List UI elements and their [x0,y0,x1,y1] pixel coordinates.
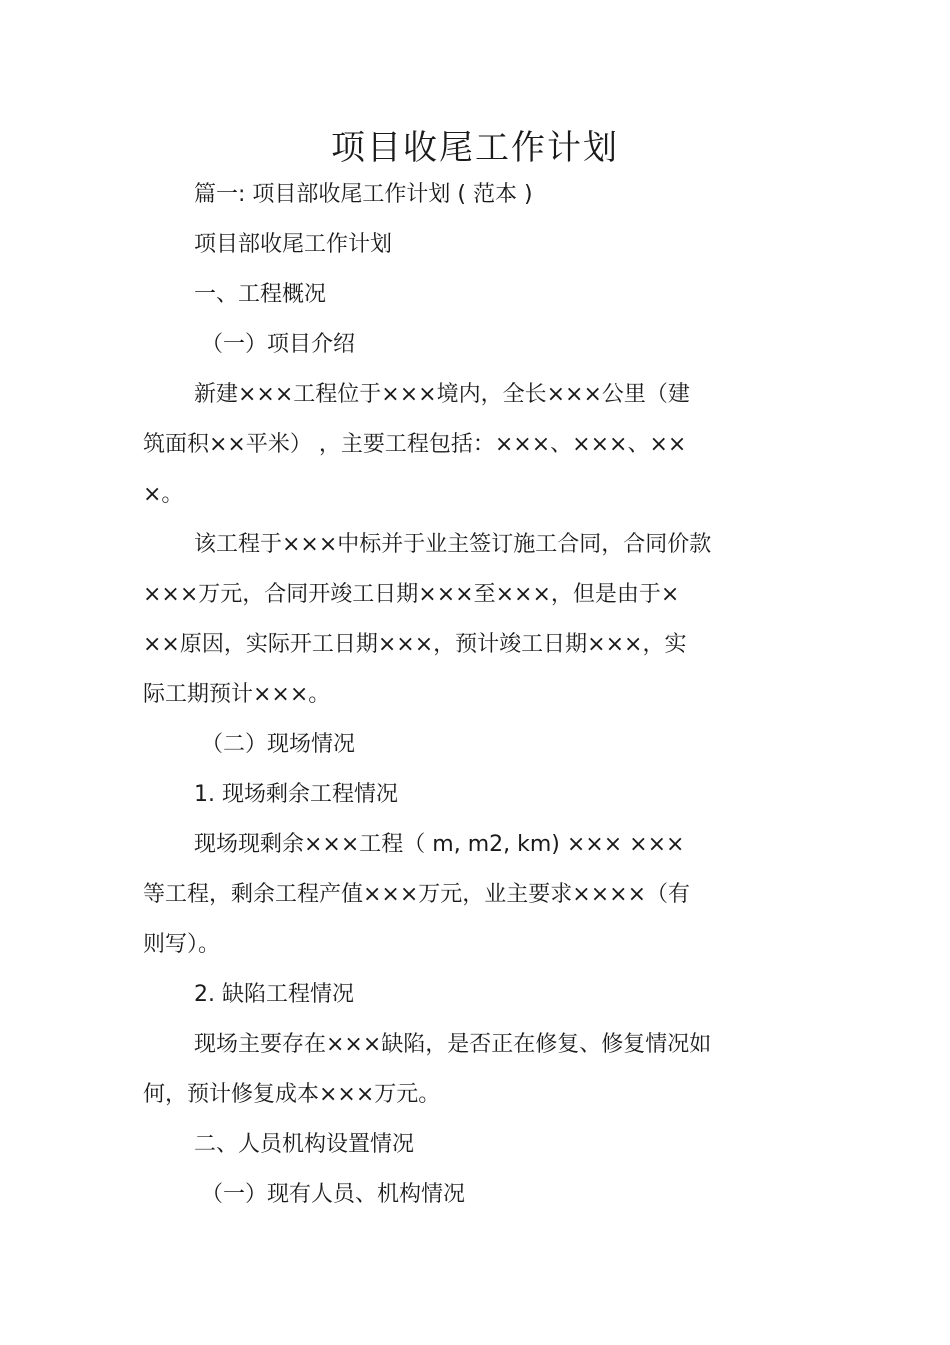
paragraph-line: 项目部收尾工作计划 [194,232,393,257]
paragraph-line: 该工程于×××中标并于业主签订施工合同，合同价款 [194,532,712,557]
paragraph-line: ×。 [143,482,184,507]
paragraph-line: （二）现场情况 [201,732,356,757]
paragraph-line: 新建×××工程位于×××境内，全长×××公里（建 [194,382,690,407]
document-body [143,170,803,1220]
paragraph-line: ××原因，实际开工日期×××，预计竣工日期×××，实 [143,632,687,657]
paragraph-line: 何，预计修复成本×××万元。 [143,1082,441,1107]
paragraph-line: ×××万元，合同开竣工日期×××至×××，但是由于× [143,582,680,607]
paragraph-line: 1. 现场剩余工程情况 [194,782,398,807]
paragraph-line: 现场主要存在×××缺陷，是否正在修复、修复情况如 [194,1032,712,1057]
paragraph-line: 际工期预计×××。 [143,682,331,707]
document-title: 项目收尾工作计划 [331,128,619,168]
paragraph-line: （一）项目介绍 [201,332,356,357]
paragraph-line: 筑面积××平米） ，主要工程包括：×××、×××、×× [143,432,687,457]
paragraph-line: （一）现有人员、机构情况 [201,1182,466,1207]
paragraph-line: 二、人员机构设置情况 [194,1132,415,1157]
paragraph-line: 篇一: 项目部收尾工作计划 ( 范本 ) [194,182,533,207]
paragraph-line: 一、工程概况 [194,282,327,307]
paragraph-line: 现场现剩余×××工程（ m, m2, km) ××× ××× [194,832,685,857]
paragraph-line: 则写）。 [143,932,221,957]
paragraph-line: 2. 缺陷工程情况 [194,982,354,1007]
paragraph-line: 等工程，剩余工程产值×××万元，业主要求××××（有 [143,882,691,907]
